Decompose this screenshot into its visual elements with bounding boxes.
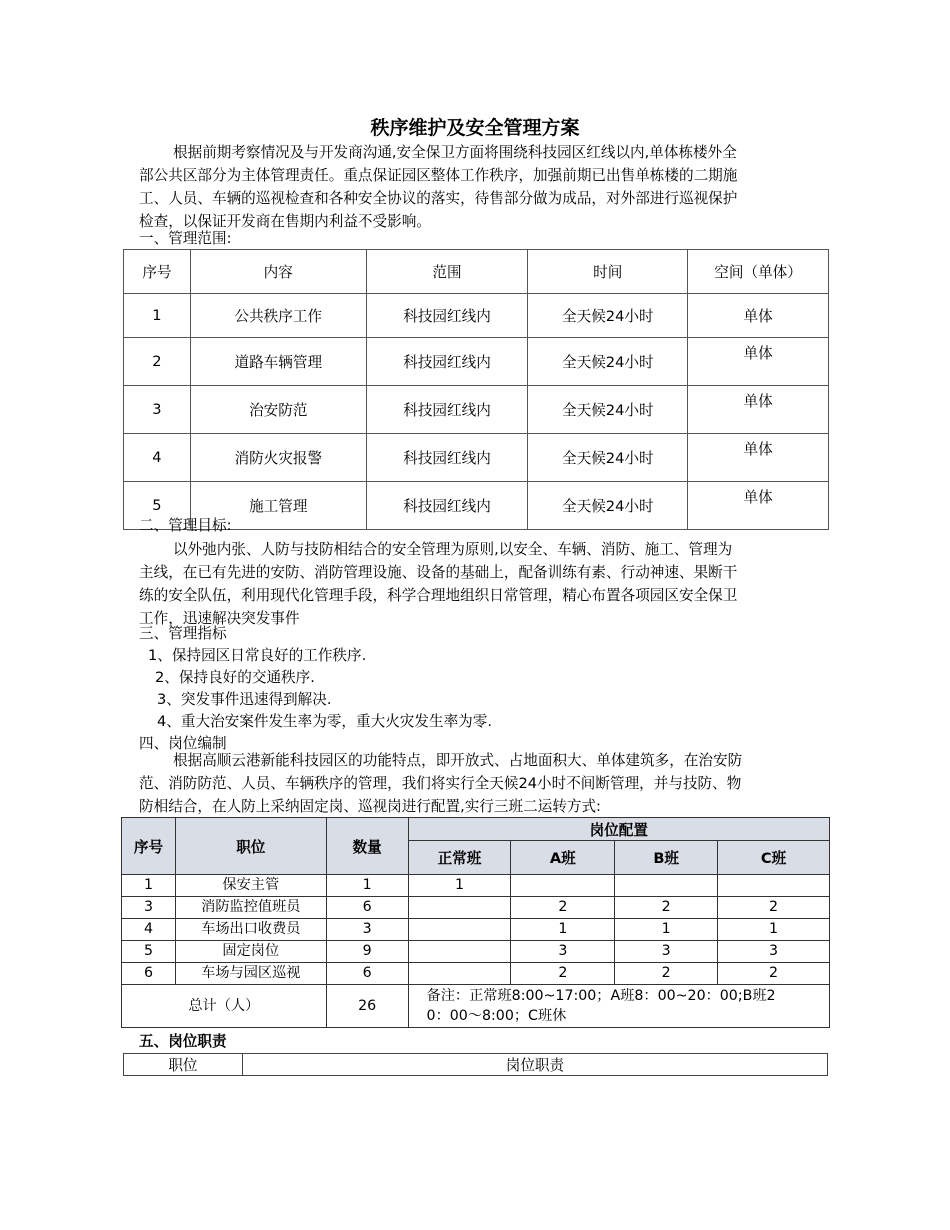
header-cell: 正常班: [408, 841, 511, 875]
table-cell: 车场与园区巡视: [175, 963, 326, 985]
table-cell: 消防火灾报警: [190, 434, 366, 482]
table-cell: 1: [615, 919, 718, 941]
table-cell: 消防监控值班员: [175, 897, 326, 919]
staffing-table: [121, 817, 830, 1028]
table-cell: [408, 963, 511, 985]
table-cell: 1: [511, 919, 615, 941]
table-cell: 2: [718, 897, 830, 919]
duties-table: [123, 1053, 828, 1076]
intro-line: 部公共区部分为主体管理责任。重点保证园区整体工作秩序，加强前期已出售单栋楼的二期施: [139, 167, 738, 184]
table-cell: [408, 919, 511, 941]
table-cell: 6: [326, 897, 408, 919]
table-row: [122, 897, 830, 919]
table-header-row: [122, 818, 830, 841]
table-cell: 1: [124, 294, 191, 338]
table-cell: 6: [326, 963, 408, 985]
table-cell: [615, 875, 718, 897]
table-cell: 3: [615, 941, 718, 963]
table-cell: 科技园红线内: [366, 434, 528, 482]
table-cell: 单体: [688, 294, 829, 338]
table-cell: 治安防范: [190, 386, 366, 434]
header-cell: 数量: [326, 818, 408, 875]
header-cell: 时间: [528, 250, 688, 294]
table-cell: 9: [326, 941, 408, 963]
goal-paragraph: [139, 538, 815, 630]
table-header-row: [124, 250, 829, 294]
header-cell: B班: [615, 841, 718, 875]
table-cell: 3: [124, 386, 191, 434]
table-cell: 全天候24小时: [528, 338, 688, 386]
header-cell: 序号: [124, 250, 191, 294]
table-cell: 科技园红线内: [366, 386, 528, 434]
table-row: [124, 294, 829, 338]
section-heading-indicators: 三、管理指标: [139, 625, 227, 642]
indicator-item: 4、重大治安案件发生率为零，重大火灾发生率为零.: [157, 713, 492, 730]
header-cell: 内容: [190, 250, 366, 294]
header-cell: 职位: [124, 1054, 243, 1076]
table-cell: 科技园红线内: [366, 482, 528, 530]
staffing-line: 范、消防防范、人员、车辆秩序的管理，我们将实行全天候24小时不间断管理，并与技防、物: [139, 775, 742, 792]
header-cell: 序号: [122, 818, 176, 875]
indicator-item: 3、突发事件迅速得到解决.: [157, 691, 332, 708]
goal-line: 工作，迅速解决突发事件: [139, 610, 300, 627]
table-cell: 全天候24小时: [528, 434, 688, 482]
total-value: 26: [326, 985, 408, 1028]
table-cell: 施工管理: [190, 482, 366, 530]
table-cell: [408, 941, 511, 963]
shift-note-line: 0：00～8:00；C班休: [426, 1008, 567, 1024]
goal-line: 以外弛内张、人防与技防相结合的安全管理为原则,以安全、车辆、消防、施工、管理为: [173, 541, 733, 558]
table-row: [124, 386, 829, 434]
intro-line: 工、人员、车辆的巡视检查和各种安全协议的落实，待售部分做为成品，对外部进行巡视保护: [139, 190, 738, 207]
table-total-row: [122, 985, 830, 1028]
indicator-item: 2、保持良好的交通秩序.: [155, 669, 315, 686]
indicator-item: 1、保持园区日常良好的工作秩序.: [148, 647, 367, 664]
table-row: [122, 941, 830, 963]
table-cell: 保安主管: [175, 875, 326, 897]
table-cell: 2: [124, 338, 191, 386]
table-row: [122, 919, 830, 941]
table-header-row: [124, 1054, 828, 1076]
table-cell: 4: [122, 919, 176, 941]
table-row: [122, 963, 830, 985]
table-cell: 全天候24小时: [528, 482, 688, 530]
table-cell: 全天候24小时: [528, 386, 688, 434]
table-cell: 3: [326, 919, 408, 941]
table-cell: 3: [511, 941, 615, 963]
table-cell: 单体: [688, 386, 829, 434]
table-cell: 2: [511, 963, 615, 985]
staffing-paragraph: [139, 749, 815, 818]
header-cell: A班: [511, 841, 615, 875]
header-cell: 范围: [366, 250, 528, 294]
table-cell: 6: [122, 963, 176, 985]
intro-line: 根据前期考察情况及与开发商沟通,安全保卫方面将围绕科技园区红线以内,单体栋楼外全: [173, 144, 737, 161]
table-row: [124, 434, 829, 482]
table-cell: 2: [511, 897, 615, 919]
shift-note: [408, 985, 829, 1028]
table-cell: 公共秩序工作: [190, 294, 366, 338]
header-cell: 岗位配置: [408, 818, 829, 841]
table-cell: 3: [718, 941, 830, 963]
section-heading-duties: 五、岗位职责: [139, 1033, 227, 1050]
intro-paragraph: [139, 141, 815, 233]
header-cell: 空间（单体）: [688, 250, 829, 294]
header-cell: C班: [718, 841, 830, 875]
header-cell: 岗位职责: [242, 1054, 827, 1076]
section-heading-scope: 一、管理范围:: [139, 230, 232, 247]
table-cell: 2: [718, 963, 830, 985]
table-cell: 3: [122, 897, 176, 919]
table-cell: 1: [408, 875, 511, 897]
table-cell: [718, 875, 830, 897]
table-cell: 5: [122, 941, 176, 963]
table-cell: 1: [122, 875, 176, 897]
table-cell: 单体: [688, 338, 829, 386]
table-row: [122, 875, 830, 897]
total-label: 总计（人）: [122, 985, 327, 1028]
section-heading-staffing: 四、岗位编制: [139, 735, 227, 752]
goal-line: 主线，在已有先进的安防、消防管理设施、设备的基础上，配备训练有素、行动神速、果断干: [139, 564, 738, 581]
table-cell: 全天候24小时: [528, 294, 688, 338]
table-cell: 2: [615, 897, 718, 919]
intro-line: 检查，以保证开发商在售期内利益不受影响。: [139, 213, 431, 230]
table-cell: 5: [124, 482, 191, 530]
section-heading-goal: 二、管理目标:: [139, 517, 232, 534]
table-cell: 车场出口收费员: [175, 919, 326, 941]
table-cell: 科技园红线内: [366, 294, 528, 338]
table-cell: [511, 875, 615, 897]
staffing-line: 根据高顺云港新能科技园区的功能特点，即开放式、占地面积大、单体建筑多，在治安防: [173, 752, 743, 769]
table-cell: 固定岗位: [175, 941, 326, 963]
table-cell: 1: [718, 919, 830, 941]
table-cell: 单体: [688, 434, 829, 482]
document-title: 秩序维护及安全管理方案: [370, 117, 580, 139]
table-cell: 道路车辆管理: [190, 338, 366, 386]
staffing-line: 防相结合，在人防上采纳固定岗、巡视岗进行配置,实行三班二运转方式:: [139, 798, 601, 815]
table-row: [124, 338, 829, 386]
table-cell: 科技园红线内: [366, 338, 528, 386]
scope-table: [123, 249, 829, 530]
table-cell: 1: [326, 875, 408, 897]
header-cell: 职位: [175, 818, 326, 875]
table-cell: [408, 897, 511, 919]
table-cell: 单体: [688, 482, 829, 530]
table-cell: 4: [124, 434, 191, 482]
goal-line: 练的安全队伍，利用现代化管理手段，科学合理地组织日常管理，精心布置各项园区安全保卫: [139, 587, 738, 604]
shift-note-line: 备注：正常班8:00~17:00；A班8：00~20：00;B班2: [426, 988, 776, 1004]
table-cell: 2: [615, 963, 718, 985]
